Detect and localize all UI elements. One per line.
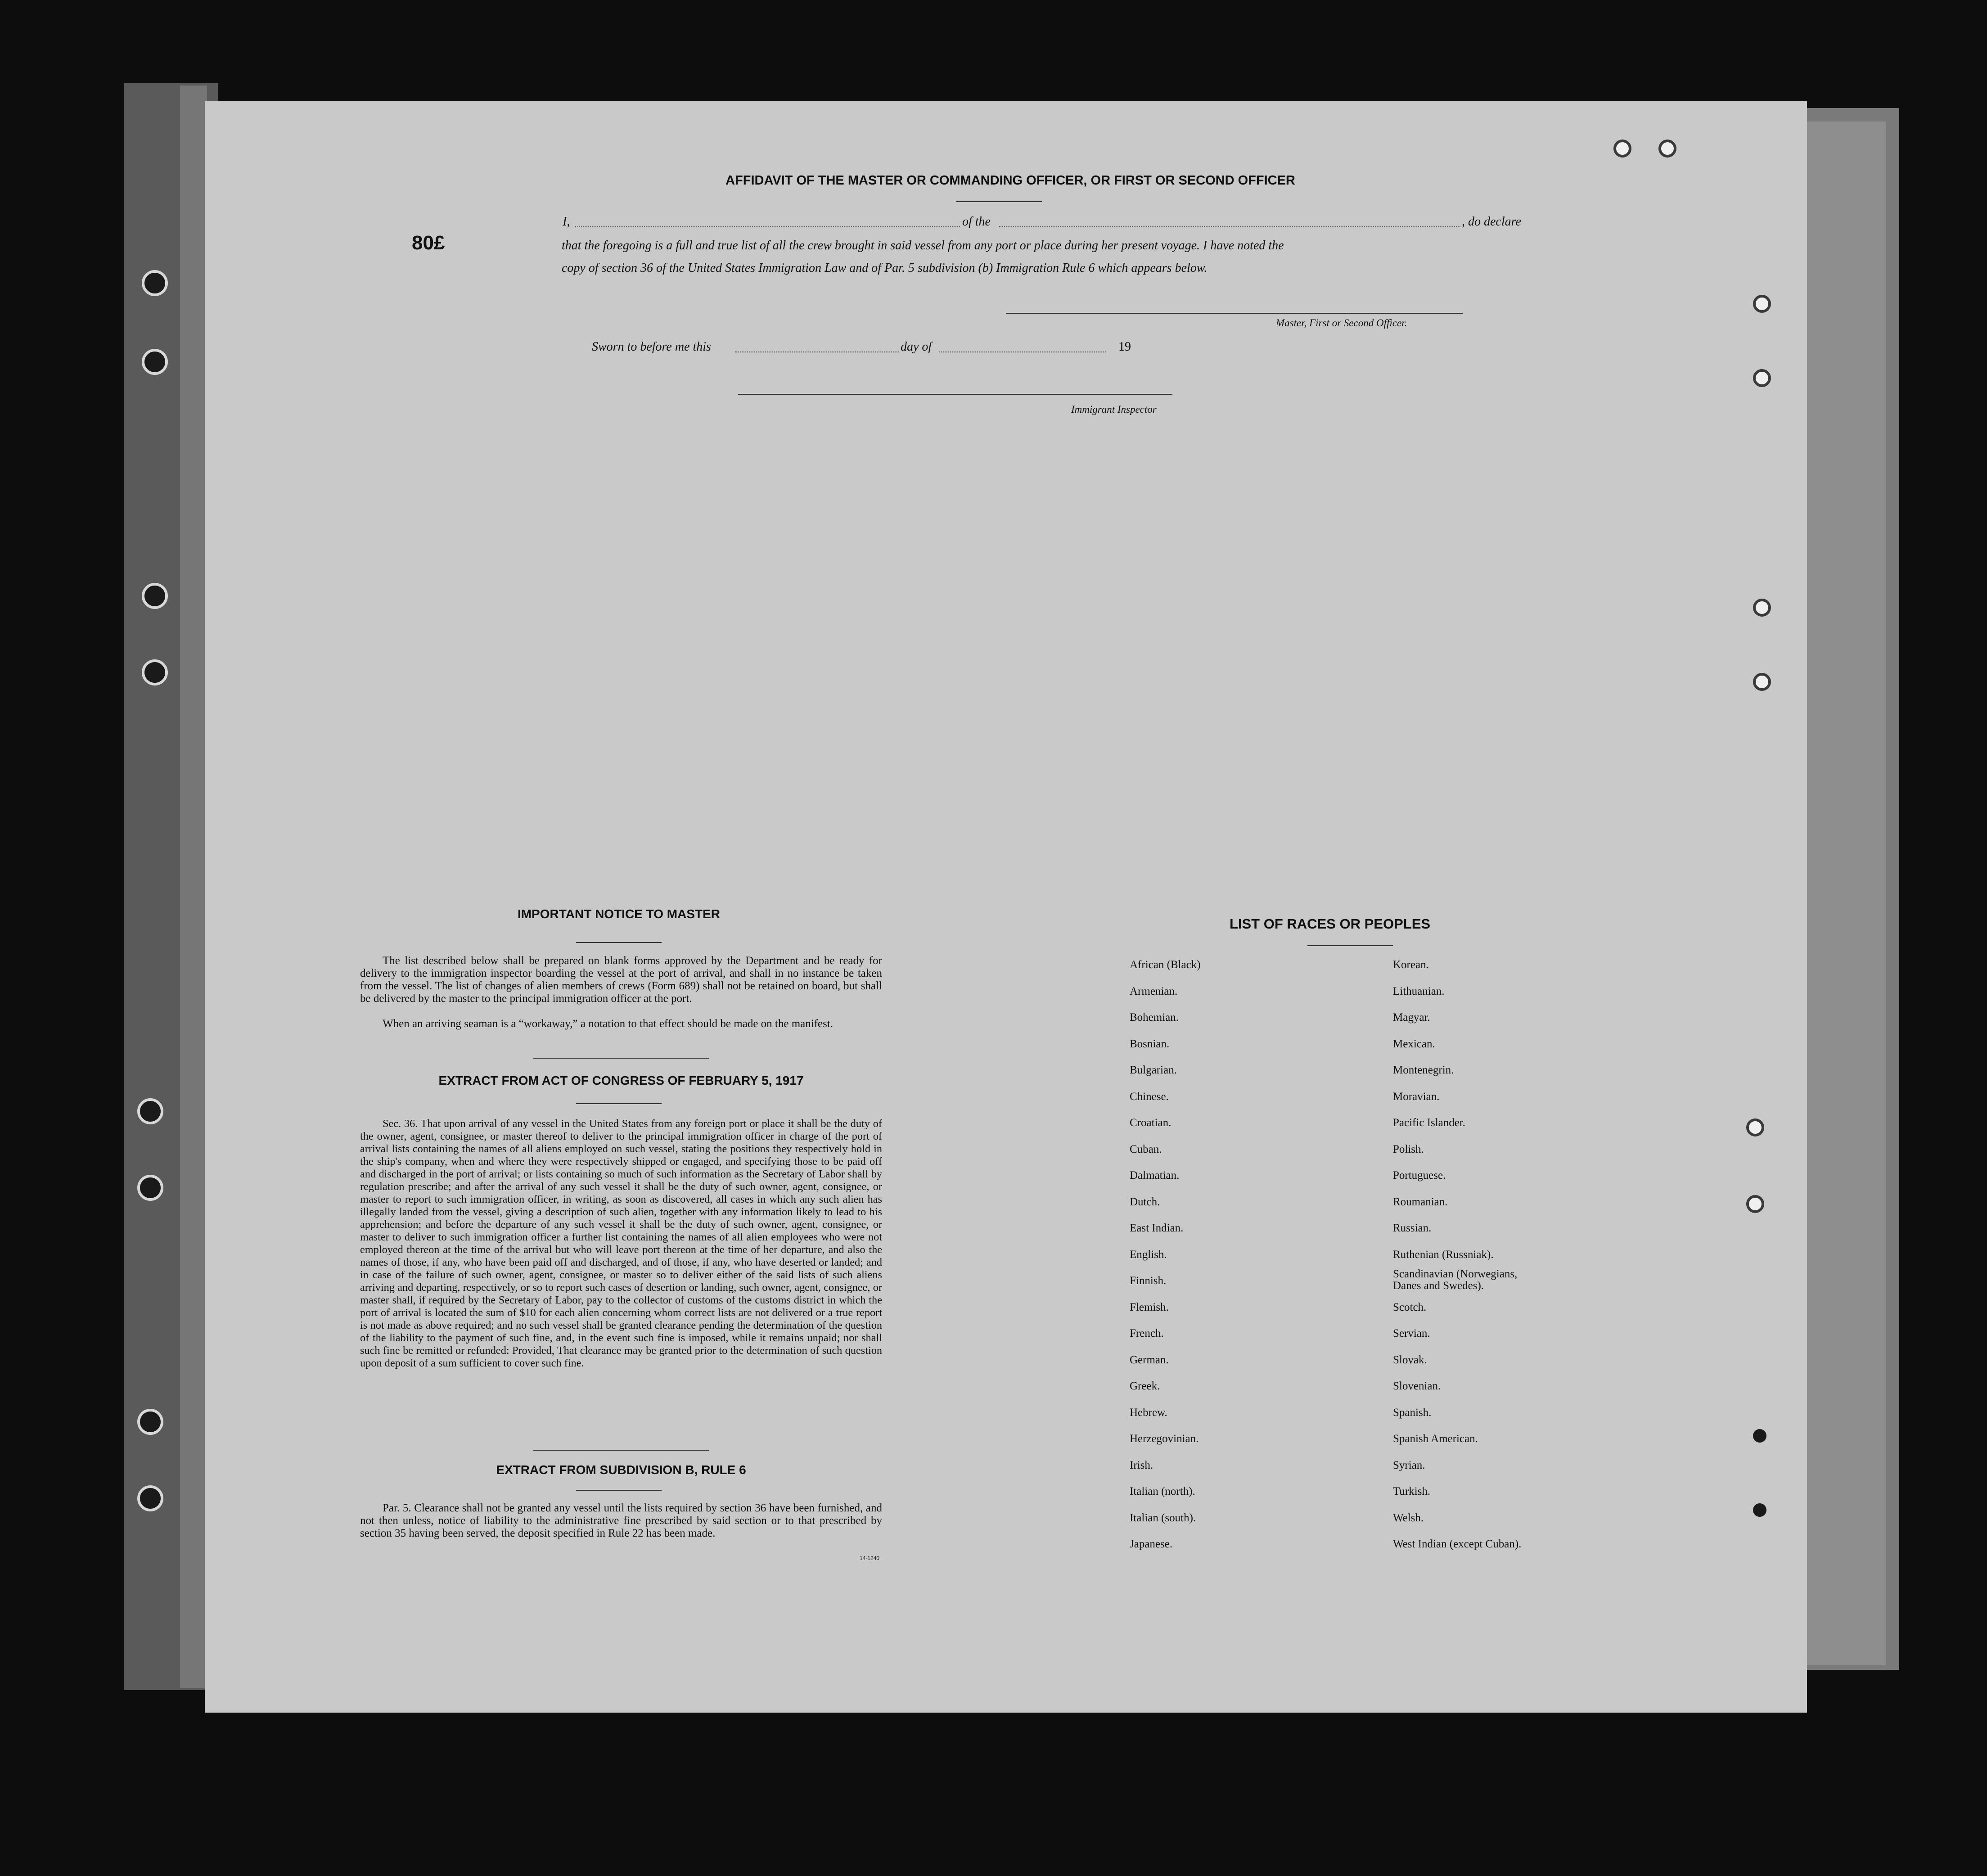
race-list-item: Bosnian. (1130, 1037, 1170, 1050)
left-backing-strip-edge (180, 86, 207, 1688)
punch-hole-icon (1753, 1503, 1766, 1517)
race-list-item: African (Black) (1130, 959, 1201, 971)
race-list-item: Bulgarian. (1130, 1064, 1177, 1076)
vessel-prefix: of the (962, 215, 991, 229)
race-list-item: Armenian. (1130, 985, 1178, 997)
form-number: 14-1240 (860, 1555, 880, 1561)
sworn-line (592, 340, 1177, 358)
punch-hole-icon (142, 583, 168, 609)
punch-hole-icon (1753, 599, 1771, 617)
notice-underline (576, 942, 662, 943)
race-list-item: Slovenian. (1393, 1380, 1441, 1392)
punch-hole-icon (1753, 369, 1771, 387)
section-divider (533, 1058, 709, 1059)
race-list-item: Ruthenian (Russniak). (1393, 1248, 1494, 1261)
vessel-name-field[interactable] (999, 215, 1460, 227)
rule-extract-text: Par. 5. Clearance shall not be granted any vessel until the lists required by section 36 have been furnished, and not then unless, notice of liability to the administrative fine prescribed by said section or to that prescribed by section 35 having been served, the deposit specified in Rule 22 has been made. (360, 1502, 882, 1539)
race-list-item: Korean. (1393, 959, 1429, 971)
race-list-item: Spanish. (1393, 1406, 1432, 1419)
race-list-item: Dutch. (1130, 1195, 1160, 1208)
race-list-item: Moravian. (1393, 1090, 1440, 1103)
race-list-item: Spanish American. (1393, 1433, 1478, 1445)
race-list-item: Lithuanian. (1393, 985, 1445, 997)
sworn-day-field[interactable] (735, 340, 899, 352)
punch-hole-icon (1658, 140, 1676, 158)
race-list-item: Chinese. (1130, 1090, 1169, 1103)
race-list-item: Russian. (1393, 1222, 1432, 1234)
rule-extract-underline (576, 1490, 662, 1491)
punch-hole-icon (137, 1409, 163, 1435)
punch-hole-icon (137, 1175, 163, 1201)
race-list-item: Herzegovinian. (1130, 1433, 1199, 1445)
punch-hole-icon (142, 270, 168, 296)
sworn-month-field[interactable] (939, 340, 1106, 352)
race-list-item: Flemish. (1130, 1301, 1169, 1313)
race-list-item: Italian (north). (1130, 1485, 1195, 1497)
signature-line[interactable] (1006, 313, 1463, 314)
races-right-column (1393, 959, 1645, 1566)
inspector-label: Immigrant Inspector (1071, 404, 1157, 415)
race-list-item: Italian (south). (1130, 1511, 1196, 1524)
affidavit-line2: that the foregoing is a full and true list of all the crew brought in said vessel from any port or place during her present voyage. I have noted the (562, 239, 1284, 253)
inspector-signature-line[interactable] (738, 394, 1172, 395)
signature-label: Master, First or Second Officer. (1276, 317, 1407, 329)
margin-handwritten-mark: 80£ (412, 232, 445, 254)
declare-suffix: , do declare (1462, 215, 1521, 229)
punch-hole-icon (142, 659, 168, 685)
race-list-item: Japanese. (1130, 1538, 1173, 1550)
affidavit-line1 (563, 215, 1643, 233)
race-list-item: Croatian. (1130, 1117, 1171, 1129)
race-list-item: Mexican. (1393, 1037, 1435, 1050)
notice-paragraph-1: The list described below shall be prepared on blank forms approved by the Department and be ready for delivery to the immigration inspector boarding the vessel at the port of arrival, and shall in no instance be taken from the vessel. The list of changes of alien members of crews (Form 689) shall not be retained on board, but shall be delivered by the master to the principal immigration officer at the port. (360, 955, 882, 1005)
affidavit-title: AFFIDAVIT OF THE MASTER OR COMMANDING OFFICER, OR FIRST OR SECOND OFFICER (725, 173, 1295, 188)
race-list-item: Syrian. (1393, 1459, 1425, 1471)
races-left-column (1130, 959, 1382, 1566)
race-list-item: East Indian. (1130, 1222, 1184, 1234)
punch-hole-icon (1753, 673, 1771, 691)
race-list-item: German. (1130, 1353, 1169, 1366)
race-list-item: Cuban. (1130, 1143, 1162, 1155)
punch-hole-icon (1613, 140, 1631, 158)
right-backing-sheet-inner (1796, 122, 1886, 1665)
race-list-item: Welsh. (1393, 1511, 1424, 1524)
race-list-item: Dalmatian. (1130, 1169, 1180, 1182)
race-list-item: Slovak. (1393, 1353, 1427, 1366)
declarant-name-field[interactable] (575, 215, 960, 227)
rule-extract-title: EXTRACT FROM SUBDIVISION B, RULE 6 (496, 1463, 746, 1477)
sworn-year: 19 (1118, 340, 1131, 354)
notice-paragraph-2: When an arriving seaman is a “workaway,” a notation to that effect should be made on the manifest. (383, 1018, 834, 1030)
race-list-item: Magyar. (1393, 1011, 1430, 1024)
race-list-item: Montenegrin. (1393, 1064, 1454, 1076)
race-list-item: English. (1130, 1248, 1167, 1261)
punch-hole-icon (1753, 1429, 1766, 1443)
punch-hole-icon (1753, 295, 1771, 313)
act-extract-title: EXTRACT FROM ACT OF CONGRESS OF FEBRUARY 5, 1917 (438, 1073, 804, 1087)
declarant-prefix: I, (563, 215, 570, 229)
punch-hole-icon (1746, 1118, 1764, 1136)
act-extract-text: Sec. 36. That upon arrival of any vessel in the United States from any foreign port or place it shall be the duty of the owner, agent, consignee, or master thereof to deliver to the principal immigration officer in charge of the port of arrival lists containing the names of all aliens employed on such vessel, stating the positions they respectively hold in the ship's company, when and where they were respectively shipped or engaged, and specifying those to be paid off and discharged in the port of arrival; or lists containing so much of such information as the Secretary of Labor shall by regulation prescribe; and after the arrival of any such vessel it shall be the duty of such owner, agent, consignee, or master to report to such immigration officer, in writing, as soon as discovered, all cases in which any such alien has illegally landed from the vessel, giving a description of such alien, together with any information likely to lead to his apprehension; and before the departure of any such vessel it shall be the duty of such owner, agent, consignee, or master to deliver to such immigration officer a further list containing the names of all alien employees who were not employed thereon at the time of the arrival but who will leave port thereon at the time of her departure, and also the names of those, if any, who have been paid off and discharged, and of those, if any, who have deserted or landed; and in case of the failure of such owner, agent, consignee, or master so to deliver either of the said lists of such aliens arriving and departing, respectively, or so to report such cases of desertion or landing, such owner, agent, consignee, or master shall, if required by the Secretary of Labor, pay to the collector of customs of the customs district in which the port of arrival is located the sum of $10 for each alien concerning whom correct lists are not delivered or a true report is not made as above required; and no such vessel shall be granted clearance pending the determination of the question of the liability to the payment of such fine, and, in the event such fine is imposed, while it remains unpaid; nor shall such fine be remitted or refunded: Provided, That clearance may be granted prior to the determination of such question upon deposit of a sum sufficient to cover such fine. (360, 1118, 882, 1369)
race-list-item: Scandinavian (Norwegians, Danes and Swedes). (1393, 1268, 1518, 1292)
races-title: LIST OF RACES OR PEOPLES (1229, 916, 1431, 932)
punch-hole-icon (137, 1098, 163, 1124)
race-list-item: Irish. (1130, 1459, 1153, 1471)
document-page (205, 101, 1807, 1713)
sworn-prefix: Sworn to before me this (592, 340, 711, 354)
affidavit-line3: copy of section 36 of the United States Immigration Law and of Par. 5 subdivision (b) Immigration Rule 6 which appears below. (562, 261, 1208, 275)
sworn-day-of: day of (901, 340, 932, 354)
race-list-item: Servian. (1393, 1327, 1430, 1339)
race-list-item: Roumanian. (1393, 1195, 1448, 1208)
race-list-item: Hebrew. (1130, 1406, 1167, 1419)
race-list-item: Bohemian. (1130, 1011, 1179, 1024)
punch-hole-icon (142, 349, 168, 375)
race-list-item: Finnish. (1130, 1275, 1167, 1287)
race-list-item: Portuguese. (1393, 1169, 1446, 1182)
race-list-item: French. (1130, 1327, 1164, 1339)
race-list-item: Polish. (1393, 1143, 1424, 1155)
race-list-item: West Indian (except Cuban). (1393, 1538, 1522, 1550)
race-list-item: Pacific Islander. (1393, 1117, 1466, 1129)
punch-hole-icon (137, 1485, 163, 1511)
section-divider (533, 1450, 709, 1451)
title-underline (956, 201, 1042, 202)
race-list-item: Greek. (1130, 1380, 1160, 1392)
act-extract-underline (576, 1103, 662, 1104)
punch-hole-icon (1746, 1195, 1764, 1213)
race-list-item: Scotch. (1393, 1301, 1427, 1313)
races-underline (1307, 945, 1393, 946)
notice-title: IMPORTANT NOTICE TO MASTER (517, 907, 721, 921)
race-list-item: Turkish. (1393, 1485, 1431, 1497)
